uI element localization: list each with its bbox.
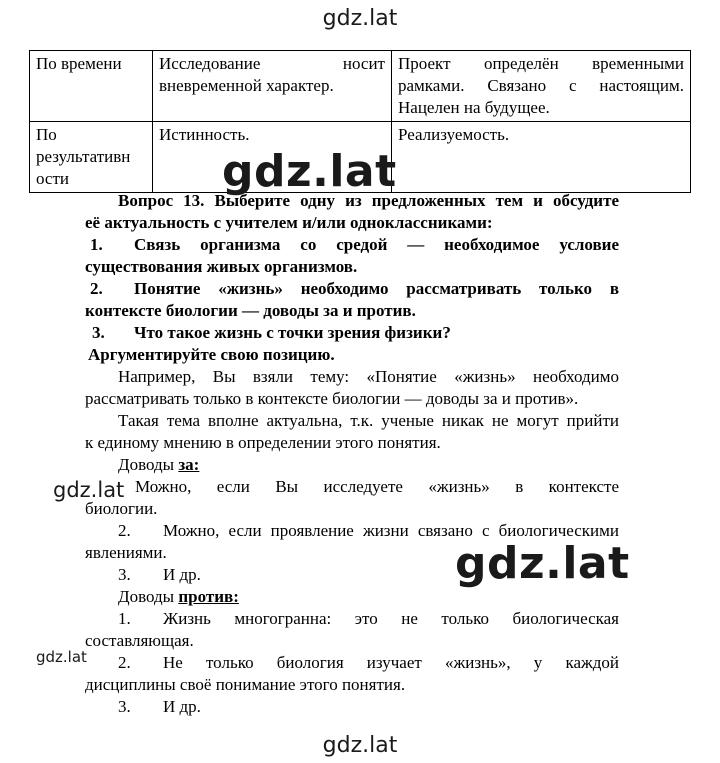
topic-number: 1.: [90, 235, 103, 254]
watermark-center: gdz.lat: [222, 146, 397, 197]
contra-item-number: 1.: [118, 609, 131, 628]
answer-relevance-line2: к единому мнению в определении этого понятия.: [85, 433, 441, 452]
pro-item-line: Можно, если проявление жизни связано с биологическими: [163, 521, 619, 540]
contra-heading: [118, 586, 239, 608]
pro-item-line: Можно, если Вы исследуете «жизнь» в контексте: [135, 477, 619, 496]
contra-item-line: И др.: [163, 697, 201, 716]
table-cell-project: Реализуемость.: [392, 122, 691, 193]
table-cell-research: Исследование носит вневременной характер.: [153, 51, 392, 122]
topic-line: Аргументируйте свою позицию.: [88, 345, 335, 364]
pro-item-number: 2.: [118, 521, 131, 540]
answer-example-line2: рассматривать только в контексте биологии — доводы за и против».: [85, 389, 579, 408]
contra-item-number: 3.: [118, 697, 131, 716]
table-cell-criterion: По результативн ости: [30, 122, 153, 193]
watermark-top: gdz.lat: [322, 6, 398, 31]
table-cell-project: Проект определён временными рамками. Связано с настоящим. Нацелен на будущее.: [392, 51, 691, 122]
topic-number: 3.: [92, 323, 105, 342]
contra-item-number: 2.: [118, 653, 131, 672]
answer-relevance-line1: Такая тема вполне актуальна, т.к. ученые никак не могут прийти: [118, 411, 619, 430]
topic-line: Понятие «жизнь» необходимо рассматривать только в: [134, 279, 619, 298]
pro-heading-label: Доводы: [118, 455, 179, 474]
contra-item-line: Не только биология изучает «жизнь», у каждой: [163, 653, 619, 672]
pro-heading: [118, 454, 199, 476]
watermark-right: gdz.lat: [455, 538, 630, 589]
contra-item-line: Жизнь многогранна: это не только биологическая: [163, 609, 619, 628]
contra-item-line: дисциплины своё понимание этого понятия.: [85, 675, 406, 694]
question-heading-line1: Вопрос 13. Выберите одну из предложенных тем и обсудите: [118, 191, 619, 210]
watermark-bottom: gdz.lat: [322, 733, 398, 758]
question-heading-line2: её актуальность с учителем и/или одноклассниками:: [85, 213, 493, 232]
contra-heading-word: против:: [178, 587, 239, 606]
table-row: [30, 51, 691, 122]
table-cell-criterion: По времени: [30, 51, 153, 122]
pro-item-number: 3.: [118, 565, 131, 584]
watermark-mid-left: gdz.lat: [53, 478, 125, 502]
answer-example-line1: Например, Вы взяли тему: «Понятие «жизнь» необходимо: [118, 367, 619, 386]
topic-line: контексте биологии — доводы за и против.: [85, 301, 416, 320]
pro-item-line: И др.: [163, 565, 201, 584]
watermark-small-left: gdz.lat: [36, 648, 87, 666]
topic-line: существования живых организмов.: [85, 257, 358, 276]
topic-line: Что такое жизнь с точки зрения физики?: [134, 323, 451, 342]
contra-item-line: составляющая.: [85, 631, 194, 650]
topic-line: Связь организма со средой — необходимое условие: [134, 235, 619, 254]
pro-heading-word: за:: [178, 455, 200, 474]
topic-number: 2.: [90, 279, 103, 298]
pro-item-line: явлениями.: [85, 543, 167, 562]
pro-item-line: биологии.: [85, 499, 158, 518]
table-cell-research: Истинность.: [153, 122, 392, 193]
contra-heading-label: Доводы: [118, 587, 179, 606]
